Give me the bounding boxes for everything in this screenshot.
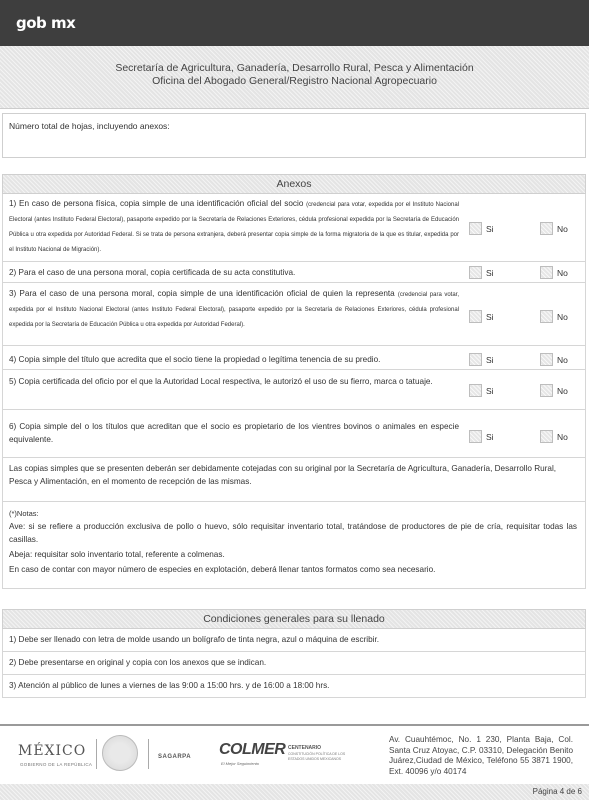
footer-address: Av. Cuauhtémoc, No. 1 230, Planta Baja, Col. Santa Cruz Atoyac, C.P. 03310, Delegación Benito Juárez,Ciudad de México, Teléfono 55 3871 1900, Ext. 40096 y/o 40174 (389, 735, 573, 776)
total-pages-label: Número total de hojas, incluyendo anexos: (9, 121, 170, 131)
anexo-6-si[interactable]: Si (469, 430, 494, 443)
notas-abeja: Abeja: requisitar solo inventario total, referente a colmenas. (9, 550, 225, 559)
checkbox-icon[interactable] (540, 310, 553, 323)
page-number-bar (0, 784, 589, 800)
divider (148, 739, 149, 769)
colmer-logo-subtitle: El Mejor Seguimiento (221, 761, 260, 766)
anexo-row-1 (2, 194, 586, 262)
anexos-title: Anexos (2, 174, 586, 194)
anexo-row-2 (2, 262, 586, 283)
anexo-4-text: 4) Copia simple del título que acredita que el socio tiene la propiedad o legítima tenencia de su predio. (9, 355, 381, 364)
anexo-3-si[interactable]: Si (469, 310, 494, 323)
condicion-row-3 (2, 675, 586, 698)
condicion-1: 1) Debe ser llenado con letra de molde usando un bolígrafo de tinta negra, azul o máquina de escribir. (9, 635, 380, 644)
anexo-5-text: 5) Copia certificada del oficio por el que la Autoridad Local respectiva, le autorizó el uso de su fierro, marca o tatuaje. (9, 377, 433, 386)
checkbox-icon[interactable] (540, 222, 553, 235)
anexo-4-no[interactable]: No (540, 353, 568, 366)
anexo-3-detail: (credencial para votar, expedida por el Instituto Nacional Electoral (antes Instituto Federal Electoral), pasaporte expedido por la Secretaría de Relaciones Exteriores, cédula profesional expedida por la Secretaría de Educación Pública u otra expedida por Autoridad Federal). (9, 292, 459, 328)
anexo-3-text (9, 287, 459, 332)
anexo-row-5 (2, 370, 586, 410)
mexico-logo-subtitle: GOBIERNO DE LA REPÚBLICA (20, 762, 93, 767)
footer-logos (18, 735, 368, 777)
copias-note: Las copias simples que se presenten deberán ser debidamente cotejadas con su original por la Secretaría de Agricultura, Ganadería, Desarrollo Rural, Pesca y Alimentación, en el momento de recepción de las mismas. (9, 464, 557, 486)
checkbox-icon[interactable] (540, 266, 553, 279)
condicion-2: 2) Debe presentarse en original y copia con los anexos que se indican. (9, 658, 267, 667)
anexo-1-no[interactable]: No (540, 222, 568, 235)
colmer-logo: COLMER (219, 741, 286, 758)
divider (96, 739, 97, 769)
anexo-1-text (9, 197, 459, 257)
checkbox-icon[interactable] (469, 266, 482, 279)
checkbox-icon[interactable] (540, 384, 553, 397)
condicion-3: 3) Atención al público de lunes a viernes de las 9:00 a 15:00 hrs. y de 16:00 a 18:00 hrs. (9, 681, 330, 690)
anexo-3-no[interactable]: No (540, 310, 568, 323)
anexo-2-si[interactable]: Si (469, 266, 494, 279)
condicion-row-2 (2, 652, 586, 675)
top-bar (0, 0, 589, 46)
gob-mx-logo[interactable]: gob mx (16, 14, 76, 32)
notas-title: (*)Notas: (9, 509, 39, 518)
anexo-1-detail: (credencial para votar, expedida por el Instituto Nacional Electoral (antes Instituto Federal Electoral), pasaporte expedido por la Secretaría de Relaciones Exteriores, cédula profesional expedida por la Secretaría de Educación Pública u otra expedida por Autoridad Federal. Si se trata de persona extranjera, deberá presentar copia simple de la forma migratoria de la que es titular, expedida por el Instituto Nacional de Migración). (9, 202, 459, 253)
anexo-4-si[interactable]: Si (469, 353, 494, 366)
anexo-2-text: 2) Para el caso de una persona moral, copia certificada de su acta constitutiva. (9, 268, 296, 277)
notas-especies: En caso de contar con mayor número de especies en explotación, deberá llenar tantos formatos como sea necesario. (9, 565, 436, 574)
anexo-3-main: 3) Para el caso de una persona moral, copia simple de una identificación oficial de quien la representa (9, 289, 395, 298)
centenario-logo: CENTENARIO (288, 745, 322, 751)
header-oficina: Oficina del Abogado General/Registro Nacional Agropecuario (152, 75, 437, 87)
anexo-5-si[interactable]: Si (469, 384, 494, 397)
anexo-1-main: 1) En caso de persona física, copia simple de una identificación oficial del socio (9, 199, 304, 208)
condicion-row-1 (2, 629, 586, 652)
condiciones-title: Condiciones generales para su llenado (2, 609, 586, 629)
checkbox-icon[interactable] (469, 430, 482, 443)
document-header (0, 46, 589, 109)
checkbox-icon[interactable] (469, 222, 482, 235)
sagarpa-logo: SAGARPA (158, 754, 192, 760)
anexo-6-text: 6) Copia simple del o los títulos que acreditan que el socio es propietario de los vientres bovinos o animales en especie equivalente. (9, 422, 459, 444)
checkbox-icon[interactable] (540, 353, 553, 366)
page-number: Página 4 de 6 (532, 787, 582, 796)
anexo-row-3 (2, 283, 586, 346)
anexo-row-4 (2, 346, 586, 370)
centenario-logo-subtitle: CONSTITUCIÓN POLÍTICA DE LOS ESTADOS UNIDOS MEXICANOS (288, 752, 346, 761)
checkbox-icon[interactable] (469, 310, 482, 323)
total-pages-field[interactable] (2, 113, 586, 158)
checkbox-icon[interactable] (540, 430, 553, 443)
anexo-1-si[interactable]: Si (469, 222, 494, 235)
notas-ave: Ave: si se refiere a producción exclusiva de pollo o huevo, sólo requisitar inventario total, tratándose de productores de pie de cría, requisitar todas las casillas. (9, 522, 577, 544)
mexico-logo: MÉXICO (18, 743, 87, 759)
national-seal-icon (102, 735, 138, 771)
anexo-6-no[interactable]: No (540, 430, 568, 443)
footer-divider (0, 724, 589, 726)
notas-row (2, 502, 586, 589)
anexo-row-6 (2, 410, 586, 458)
copias-note-row (2, 458, 586, 502)
checkbox-icon[interactable] (469, 353, 482, 366)
anexo-5-no[interactable]: No (540, 384, 568, 397)
checkbox-icon[interactable] (469, 384, 482, 397)
header-secretaria: Secretaría de Agricultura, Ganadería, Desarrollo Rural, Pesca y Alimentación (115, 62, 474, 74)
anexo-2-no[interactable]: No (540, 266, 568, 279)
